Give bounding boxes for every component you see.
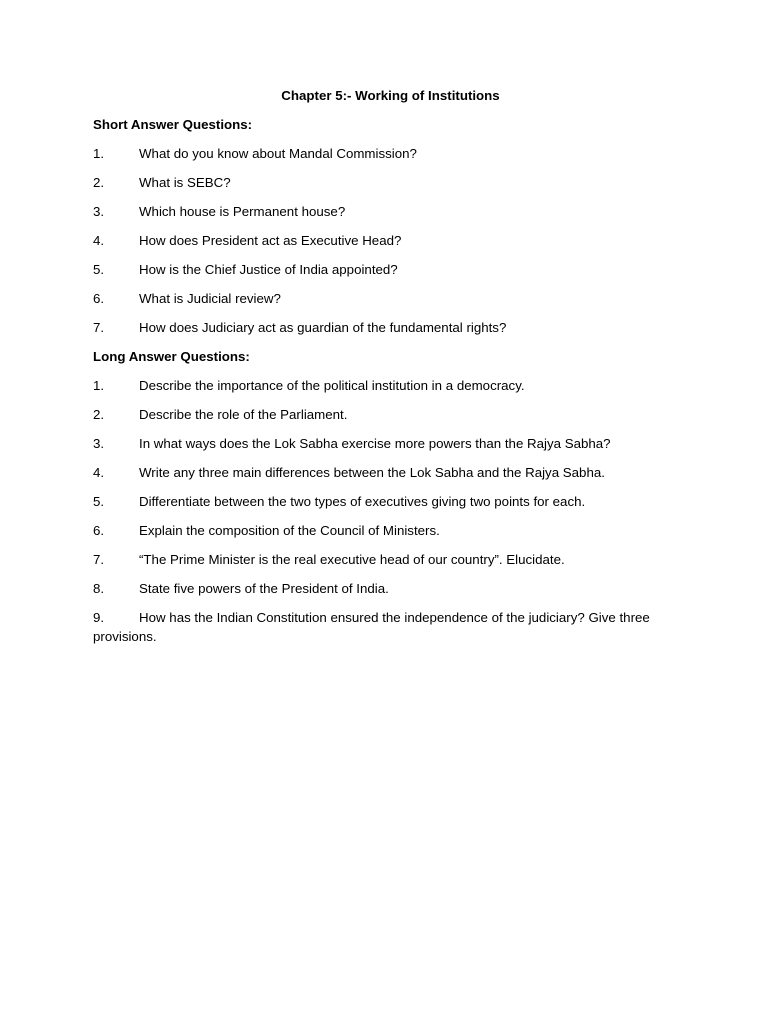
question-number: 6. [93,291,105,306]
question-text: Differentiate between the two types of executives giving two points for each. [139,494,586,509]
question-text: Write any three main differences between the Lok Sabha and the Rajya Sabha. [139,465,605,480]
question-number: 2. [93,175,105,190]
question-text: What is Judicial review? [139,291,281,306]
short-question-5 [93,260,678,279]
long-question-7 [93,550,678,569]
question-text: In what ways does the Lok Sabha exercise more powers than the Rajya Sabha? [139,436,611,451]
question-text: Describe the importance of the political institution in a democracy. [139,378,525,393]
question-number: 5. [93,494,105,509]
question-number: 4. [93,465,105,480]
question-text: How has the Indian Constitution ensured the independence of the judiciary? Give three provisions. [93,610,650,644]
question-text: How is the Chief Justice of India appointed? [139,262,398,277]
short-question-4 [93,231,678,250]
question-number: 2. [93,407,105,422]
long-question-1 [93,376,678,395]
short-question-2 [93,173,678,192]
long-answer-heading: Long Answer Questions: [93,349,250,364]
question-number: 1. [93,146,105,161]
question-text: Explain the composition of the Council of Ministers. [139,523,440,538]
question-text: State five powers of the President of India. [139,581,389,596]
question-number: 7. [93,552,105,567]
question-number: 6. [93,523,105,538]
question-number: 3. [93,204,105,219]
short-question-1 [93,144,678,163]
long-question-5 [93,492,678,511]
short-question-3 [93,202,678,221]
long-question-8 [93,579,678,598]
question-text: “The Prime Minister is the real executive head of our country”. Elucidate. [139,552,565,567]
question-text: How does President act as Executive Head? [139,233,402,248]
long-question-9 [93,608,678,646]
short-question-6 [93,289,678,308]
question-number: 8. [93,581,105,596]
question-number: 3. [93,436,105,451]
question-text: Which house is Permanent house? [139,204,346,219]
question-number: 1. [93,378,105,393]
long-question-6 [93,521,678,540]
long-question-3 [93,434,678,453]
question-number: 7. [93,320,105,335]
question-text: Describe the role of the Parliament. [139,407,348,422]
question-text: What is SEBC? [139,175,231,190]
question-text: How does Judiciary act as guardian of the fundamental rights? [139,320,507,335]
question-number: 9. [93,610,105,625]
short-question-7 [93,318,678,337]
document-content [93,86,678,656]
page-title: Chapter 5:- Working of Institutions [281,88,500,103]
short-answer-heading: Short Answer Questions: [93,117,253,132]
long-question-4 [93,463,678,482]
question-text: What do you know about Mandal Commission? [139,146,417,161]
question-number: 4. [93,233,105,248]
long-question-2 [93,405,678,424]
question-number: 5. [93,262,105,277]
